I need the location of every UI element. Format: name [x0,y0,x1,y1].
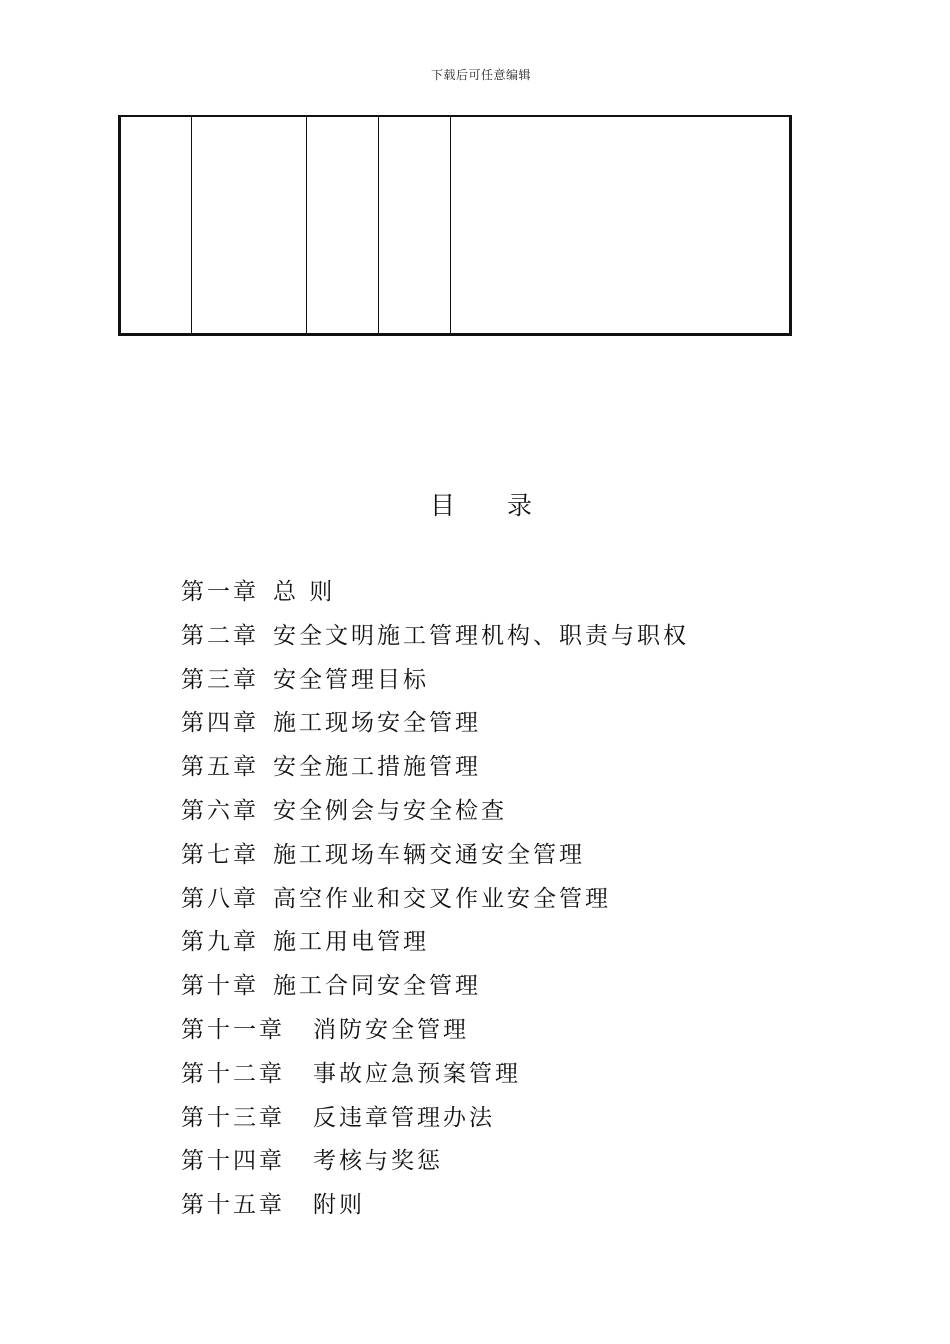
table-cell [307,116,379,335]
toc-chapter-title: 安全文明施工管理机构、职责与职权 [273,622,689,649]
toc-chapter-title: 总 则 [273,579,336,605]
toc-chapter-title: 消防安全管理 [313,1016,469,1043]
toc-chapter-number: 第八章 [181,885,259,912]
table-row [120,116,791,335]
table-cell [379,116,451,335]
toc-chapter-number: 第二章 [181,622,259,649]
toc-chapter-number: 第十一章 [181,1016,285,1043]
toc-item[interactable] [181,746,841,790]
header-note: 下载后可任意编辑 [430,68,531,82]
toc-title-second: 录 [507,491,533,520]
toc-chapter-title: 反违章管理办法 [313,1104,495,1131]
toc-chapter-title: 附则 [313,1192,365,1219]
toc-chapter-number: 第三章 [181,666,259,693]
toc-item[interactable] [181,834,841,878]
toc-chapter-number: 第十三章 [181,1104,285,1131]
toc-chapter-title: 事故应急预案管理 [313,1060,521,1087]
toc-item[interactable] [181,921,841,965]
toc-item[interactable] [181,1097,841,1141]
toc-chapter-title: 施工合同安全管理 [273,973,481,1000]
toc-chapter-number: 第一章 [181,579,259,605]
table-cell [120,116,192,335]
toc-item[interactable] [181,702,841,746]
toc-item[interactable] [181,790,841,834]
toc-chapter-title: 高空作业和交叉作业安全管理 [273,885,611,912]
table-cell [192,116,307,335]
toc-title [430,488,550,524]
toc-item[interactable] [181,878,841,922]
toc-item[interactable] [181,659,841,703]
toc-chapter-number: 第五章 [181,754,259,781]
toc-chapter-title: 考核与奖惩 [313,1148,443,1175]
toc-chapter-title: 施工现场车辆交通安全管理 [273,841,585,868]
toc-item[interactable] [181,1053,841,1097]
toc-chapter-title: 安全施工措施管理 [273,754,481,781]
toc-chapter-number: 第七章 [181,841,259,868]
form-table [118,115,792,336]
toc-item[interactable] [181,615,841,659]
toc-chapter-number: 第十五章 [181,1192,285,1219]
toc-chapter-number: 第四章 [181,710,259,737]
toc-chapter-number: 第六章 [181,797,259,824]
toc-chapter-title: 安全例会与安全检查 [273,797,507,824]
toc-list [181,571,841,1228]
toc-chapter-title: 安全管理目标 [273,666,429,693]
toc-chapter-title: 施工用电管理 [273,929,429,956]
table-cell [451,116,791,335]
toc-chapter-number: 第十二章 [181,1060,285,1087]
toc-chapter-number: 第十章 [181,973,259,1000]
toc-chapter-number: 第九章 [181,929,259,956]
toc-item[interactable] [181,571,841,615]
toc-item[interactable] [181,1184,841,1228]
toc-chapter-number: 第十四章 [181,1148,285,1175]
toc-item[interactable] [181,965,841,1009]
toc-title-first: 目 [430,491,456,520]
toc-item[interactable] [181,1009,841,1053]
toc-item[interactable] [181,1140,841,1184]
toc-chapter-title: 施工现场安全管理 [273,710,481,737]
